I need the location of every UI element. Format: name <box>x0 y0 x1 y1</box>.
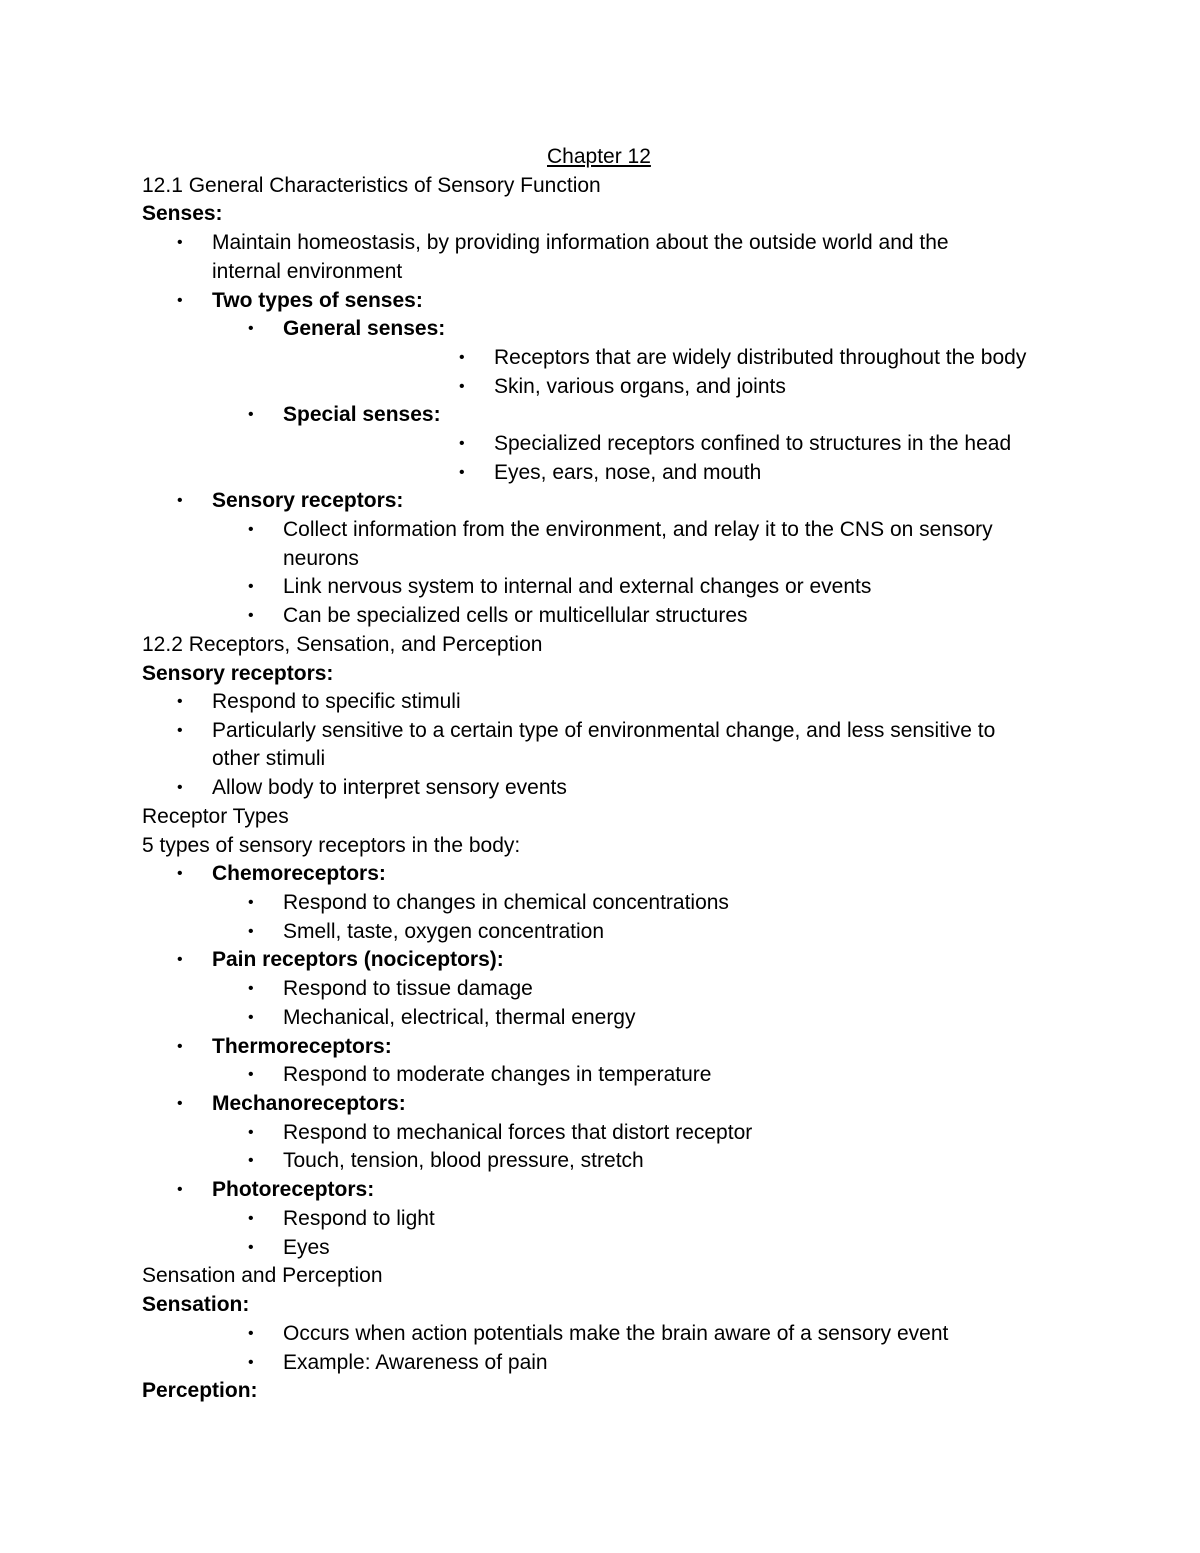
bullet: • <box>248 1325 254 1342</box>
bullet: • <box>248 1124 254 1141</box>
bullet: • <box>177 693 183 710</box>
senses-label: Senses: <box>142 202 223 225</box>
list-item: Skin, various organs, and joints <box>494 375 786 398</box>
list-item: Example: Awareness of pain <box>283 1351 548 1374</box>
list-item: General senses: <box>283 317 446 340</box>
bullet: • <box>248 521 254 538</box>
list-item: other stimuli <box>212 747 326 770</box>
bullet: • <box>177 292 183 309</box>
bullet: • <box>177 951 183 968</box>
list-item: Respond to changes in chemical concentrations <box>283 891 729 914</box>
receptor-type-name: Pain receptors (nociceptors): <box>212 948 504 971</box>
receptor-types-intro: 5 types of sensory receptors in the body: <box>142 834 521 857</box>
bullet: • <box>177 492 183 509</box>
list-item: Sensory receptors: <box>212 489 404 512</box>
bullet: • <box>177 1181 183 1198</box>
section-heading-12-2: 12.2 Receptors, Sensation, and Perception <box>142 633 543 656</box>
bullet: • <box>459 378 465 395</box>
bullet: • <box>177 234 183 251</box>
bullet: • <box>248 578 254 595</box>
sensory-receptors-label: Sensory receptors: <box>142 662 334 685</box>
bullet: • <box>459 464 465 481</box>
bullet: • <box>248 1210 254 1227</box>
receptor-type-name: Mechanoreceptors: <box>212 1092 406 1115</box>
receptor-type-name: Chemoreceptors: <box>212 862 386 885</box>
chapter-title: Chapter 12 <box>547 145 651 168</box>
list-item: Respond to light <box>283 1207 435 1230</box>
list-item: Respond to tissue damage <box>283 977 533 1000</box>
bullet: • <box>248 923 254 940</box>
list-item: Allow body to interpret sensory events <box>212 776 567 799</box>
list-item: Receptors that are widely distributed throughout the body <box>494 346 1027 369</box>
sensation-perception-heading: Sensation and Perception <box>142 1264 383 1287</box>
bullet: • <box>177 1095 183 1112</box>
bullet: • <box>459 349 465 366</box>
list-item: Maintain homeostasis, by providing information about the outside world and the <box>212 231 949 254</box>
bullet: • <box>177 865 183 882</box>
bullet: • <box>177 779 183 796</box>
receptor-type-name: Thermoreceptors: <box>212 1035 392 1058</box>
list-item: Can be specialized cells or multicellular structures <box>283 604 748 627</box>
sensation-label: Sensation: <box>142 1293 250 1316</box>
list-item: Touch, tension, blood pressure, stretch <box>283 1149 644 1172</box>
list-item: Two types of senses: <box>212 289 423 312</box>
list-item: internal environment <box>212 260 403 283</box>
bullet: • <box>248 1354 254 1371</box>
list-item: Smell, taste, oxygen concentration <box>283 920 605 943</box>
list-item: Particularly sensitive to a certain type of environmental change, and less sensitive to <box>212 719 996 742</box>
list-item: neurons <box>283 547 359 570</box>
receptor-types-heading: Receptor Types <box>142 805 289 828</box>
list-item: Special senses: <box>283 403 441 426</box>
list-item: Respond to moderate changes in temperature <box>283 1063 712 1086</box>
bullet: • <box>248 980 254 997</box>
bullet: • <box>459 435 465 452</box>
bullet: • <box>248 1066 254 1083</box>
bullet: • <box>248 1239 254 1256</box>
bullet: • <box>177 1038 183 1055</box>
section-heading-12-1: 12.1 General Characteristics of Sensory Function <box>142 174 601 197</box>
bullet: • <box>248 894 254 911</box>
bullet: • <box>248 607 254 624</box>
list-item: Specialized receptors confined to structures in the head <box>494 432 1012 455</box>
bullet: • <box>248 1009 254 1026</box>
list-item: Eyes <box>283 1236 330 1259</box>
receptor-type-name: Photoreceptors: <box>212 1178 375 1201</box>
bullet: • <box>248 320 254 337</box>
list-item: Mechanical, electrical, thermal energy <box>283 1006 636 1029</box>
list-item: Respond to specific stimuli <box>212 690 461 713</box>
list-item: Link nervous system to internal and external changes or events <box>283 575 872 598</box>
bullet: • <box>177 722 183 739</box>
list-item: Eyes, ears, nose, and mouth <box>494 461 762 484</box>
bullet: • <box>248 406 254 423</box>
list-item: Occurs when action potentials make the brain aware of a sensory event <box>283 1322 949 1345</box>
perception-label: Perception: <box>142 1379 258 1402</box>
list-item: Respond to mechanical forces that distort receptor <box>283 1121 753 1144</box>
list-item: Collect information from the environment, and relay it to the CNS on sensory <box>283 518 993 541</box>
bullet: • <box>248 1152 254 1169</box>
